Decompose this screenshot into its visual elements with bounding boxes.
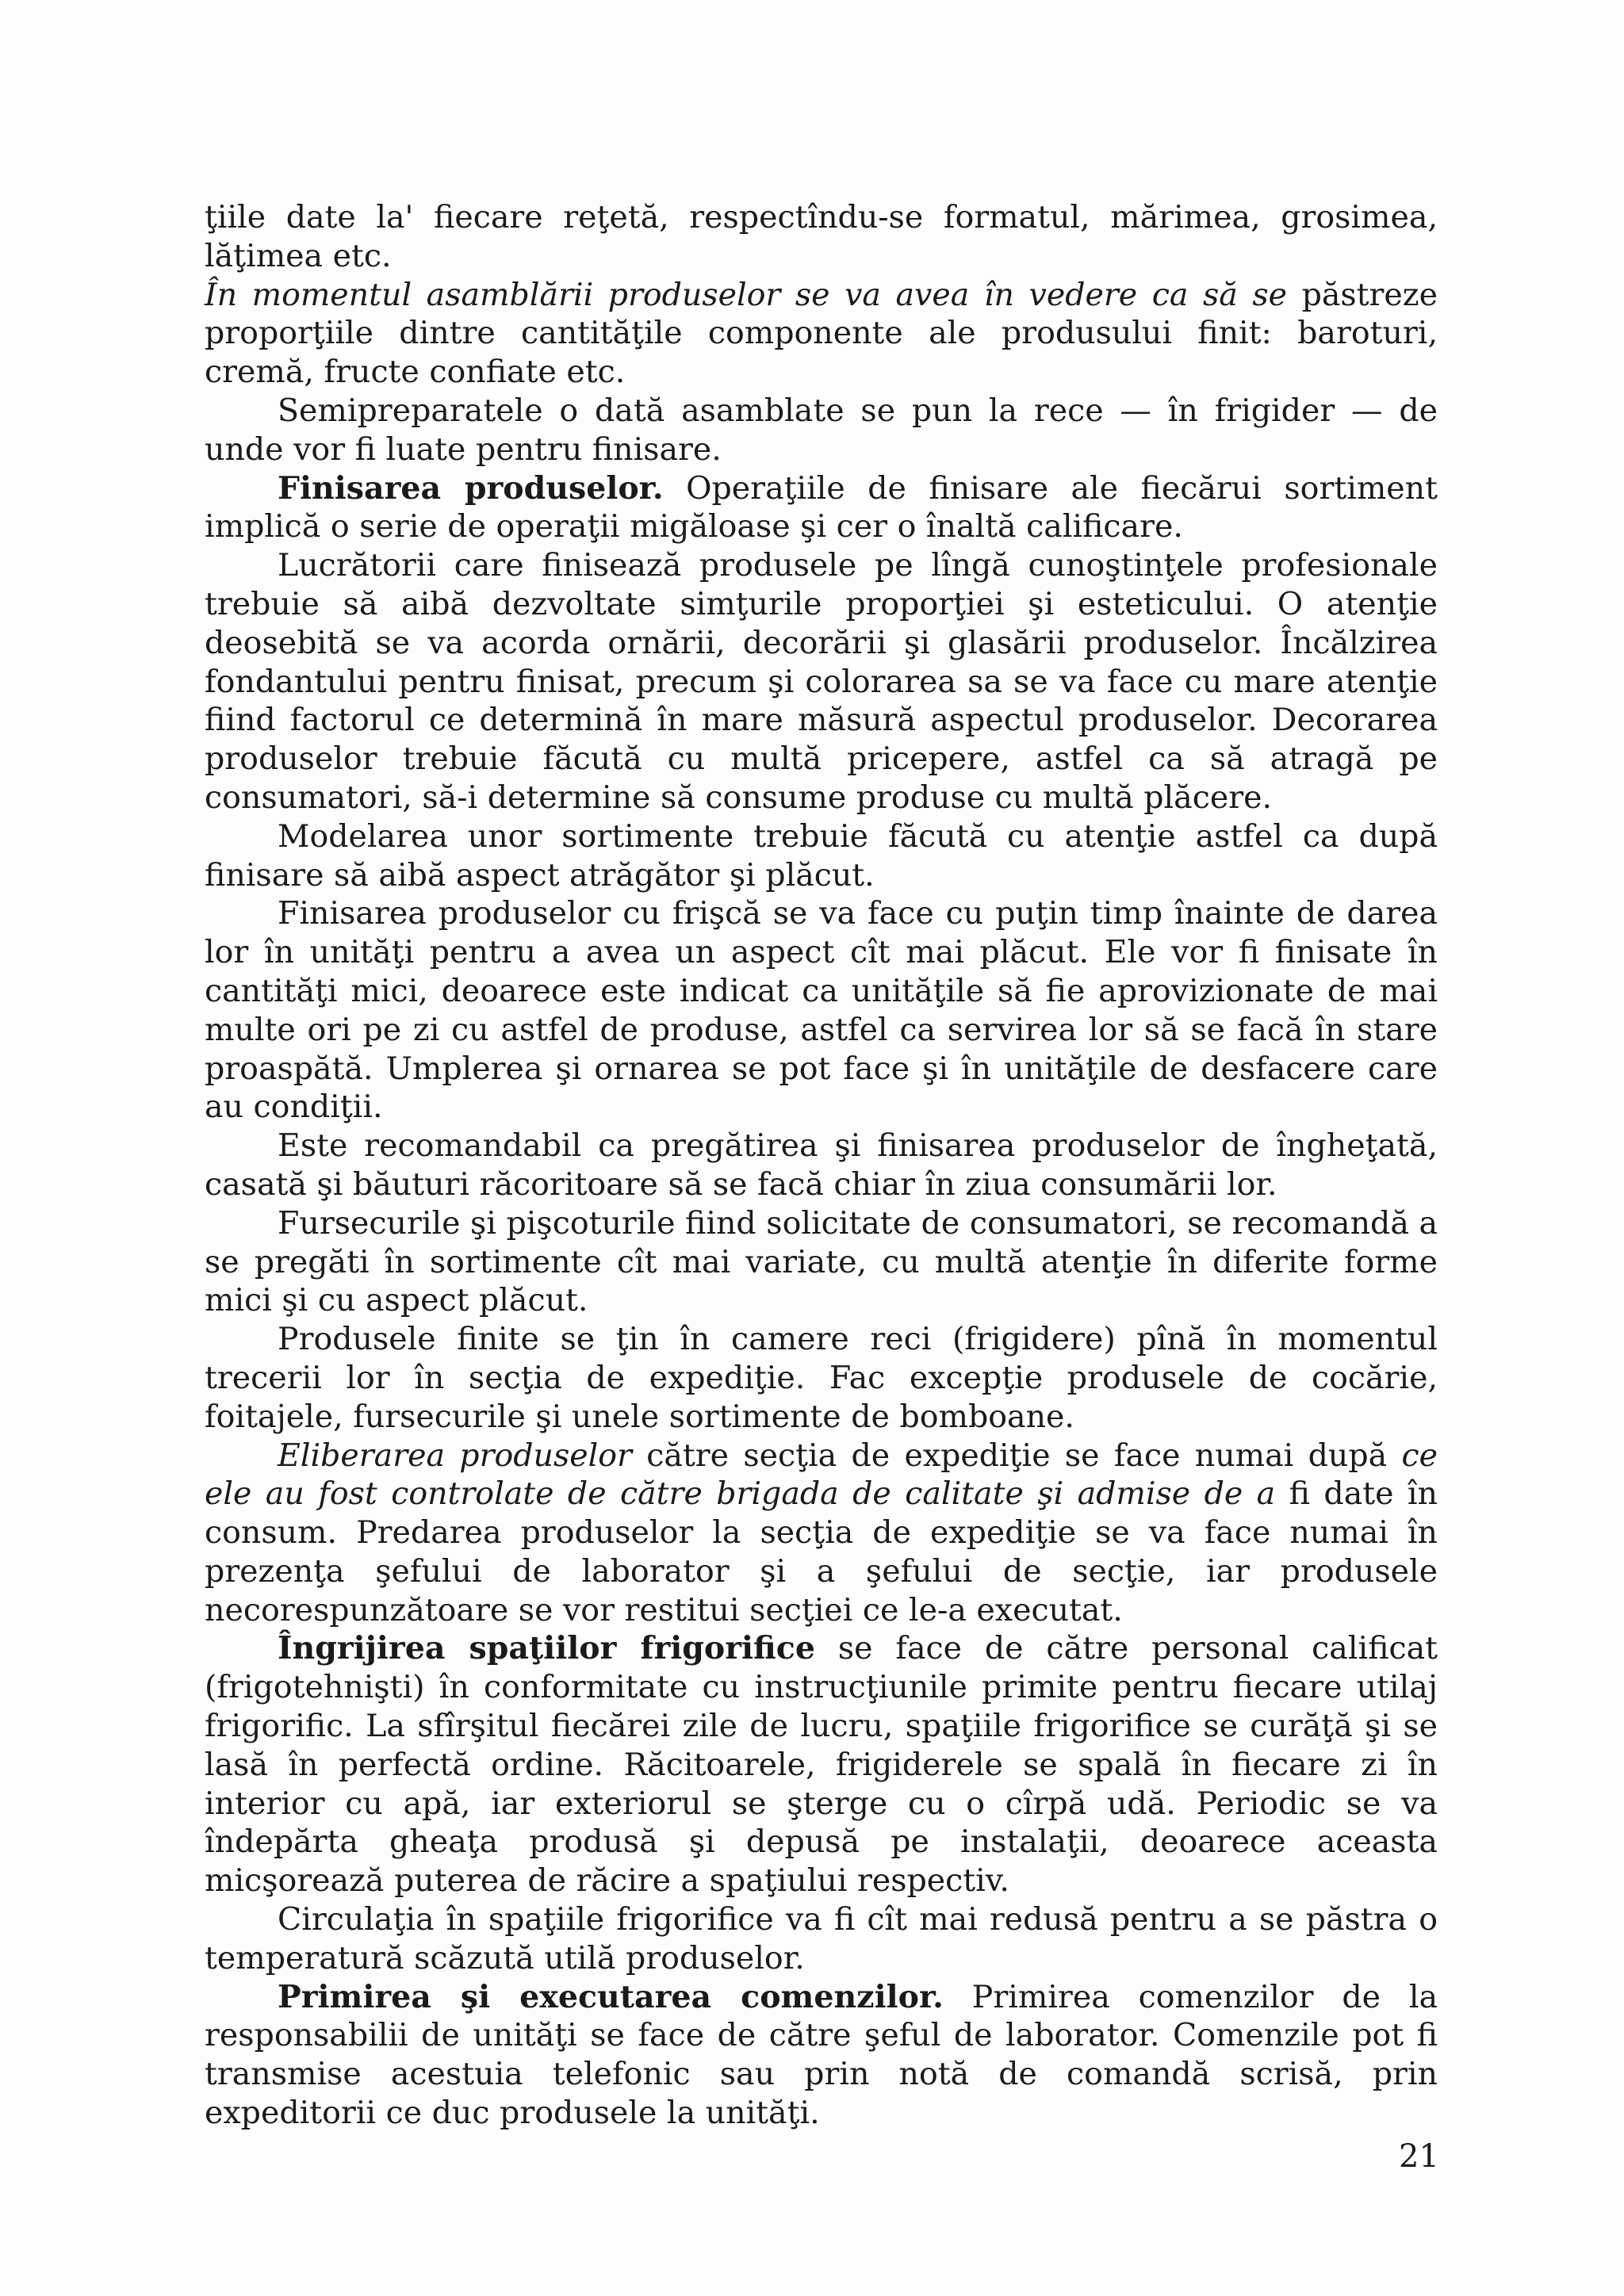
paragraph-4 [205, 469, 1438, 547]
paragraph-8 [205, 1127, 1438, 1204]
paragraph-7 [205, 894, 1438, 1127]
body-text [205, 198, 1438, 2133]
paragraph-13 [205, 1900, 1438, 1978]
paragraph-1 [205, 198, 1438, 276]
paragraph-text: Este recomandabil ca pregătirea şi finisarea produselor de îngheţată, casată şi băuturi răcoritoare să se facă chiar în ziua consumării lor. [205, 1127, 1438, 1203]
italic-phrase: Eliberarea produselor [278, 1437, 632, 1474]
section-heading: Finisarea produselor. [278, 469, 664, 507]
section-heading: Îngrijirea spaţiilor frigorifice [278, 1630, 815, 1667]
paragraph-9 [205, 1204, 1438, 1320]
paragraph-text: Semipreparatele o dată asamblate se pun la rece — în frigider — de unde vor fi luate pentru finisare. [205, 392, 1438, 468]
paragraph-text: păstreze proporţiile dintre cantităţile componente ale produsului finit: baroturi, cremă, fructe confiate etc. [205, 276, 1438, 391]
paragraph-text: Finisarea produselor cu frişcă se va face cu puţin timp înainte de darea lor în unităţi pentru a avea un aspect cît mai plăcut. Ele vor fi finisate în cantităţi mici, deoarece este indicat ca unităţile să fie aprovizionate de mai multe ori pe zi cu astfel de produse, astfel ca servirea lor să se facă în stare proaspătă. Umplerea şi ornarea se pot face şi în unităţile de desfacere care au condiţii. [205, 895, 1438, 1126]
paragraph-5 [205, 546, 1438, 817]
page-number: 21 [1399, 2138, 1439, 2175]
paragraph-text: Produsele finite se ţin în camere reci (frigidere) pînă în momentul trecerii lor în secţia de expediţie. Fac excepţie produsele de cocărie, foitajele, fursecurile şi unele sortimente de bomboane. [205, 1321, 1438, 1435]
paragraph-12 [205, 1629, 1438, 1900]
paragraph-text: Circulaţia în spaţiile frigorifice va fi cît mai redusă pentru a se păstra o temperatură scăzută utilă produselor. [205, 1901, 1438, 1976]
paragraph-2 [205, 276, 1438, 392]
paragraph-text: Modelarea unor sortimente trebuie făcută cu atenţie astfel ca după finisare să aibă aspect atrăgător şi plăcut. [205, 817, 1438, 894]
paragraph-text: Primirea comenzilor de la responsabilii de unităţi se face de către şeful de laborator. Comenzile pot fi transmise acestuia telefonic sau prin notă de comandă scrisă, prin expeditorii ce duc produsele la unităţi. [205, 1978, 1438, 2132]
italic-phrase: În momentul asamblării produselor se va avea în vedere ca să se [205, 276, 1287, 313]
paragraph-text: fi date în consum. Predarea produselor la secţia de expediţie se va face numai în prezenţa şefului de laborator şi a şefului de secţie, iar produsele necorespunzătoare se vor restitui secţiei ce le-a executat. [205, 1475, 1438, 1628]
paragraph-text: Lucrătorii care finisează produsele pe lîngă cunoştinţele profesionale trebuie să aibă dezvoltate simţurile proporţiei şi esteticului. O atenţie deosebită se va acorda ornării, decorării şi glasării produselor. Încălzirea fondantului pentru finisat, precum şi colorarea sa se va face cu mare atenţie fiind factorul ce determină în mare măsură aspectul produselor. Decorarea produselor trebuie făcută cu multă pricepere, astfel ca să atragă pe consumatori, să-i determine să consume produse cu multă plăcere. [205, 547, 1438, 816]
italic-phrase: ce ele au fost controlate de către brigada de calitate şi admise de a [205, 1437, 1438, 1513]
paragraph-3 [205, 392, 1438, 469]
paragraph-14 [205, 1978, 1438, 2133]
section-heading: Primirea şi executarea comenzilor. [278, 1978, 944, 2015]
paragraph-text: către secţia de expediţie se face numai după [631, 1437, 1388, 1474]
paragraph-text: ţiile date la' fiecare reţetă, respectîndu-se formatul, mărimea, grosimea, lăţimea etc. [205, 199, 1438, 274]
paragraph-text: Fursecurile şi pişcoturile fiind solicitate de consumatori, se recomandă a se pregăti în sortimente cît mai variate, cu multă atenţie în diferite forme mici şi cu aspect plăcut. [205, 1204, 1438, 1319]
paragraph-10 [205, 1320, 1438, 1436]
paragraph-text: se face de către personal calificat (frigotehnişti) în conformitate cu instrucţiunile primite pentru fiecare utilaj frigorific. La sfîrşitul fiecărei zile de lucru, spaţiile frigorifice se curăţă şi se lasă în perfectă ordine. Răcitoarele, frigiderele se spală în fiecare zi în interior cu apă, iar exteriorul se şterge cu o cîrpă udă. Periodic se va îndepărta gheaţa produsă şi depusă pe instalaţii, deoarece aceasta micşorează puterea de răcire a spaţiului respectiv. [205, 1630, 1438, 1900]
paragraph-11 [205, 1437, 1438, 1630]
paragraph-6 [205, 817, 1438, 895]
paragraph-text: Operaţiile de finisare ale fiecărui sortiment implică o serie de operaţii migăloase şi cer o înaltă calificare. [205, 469, 1438, 545]
